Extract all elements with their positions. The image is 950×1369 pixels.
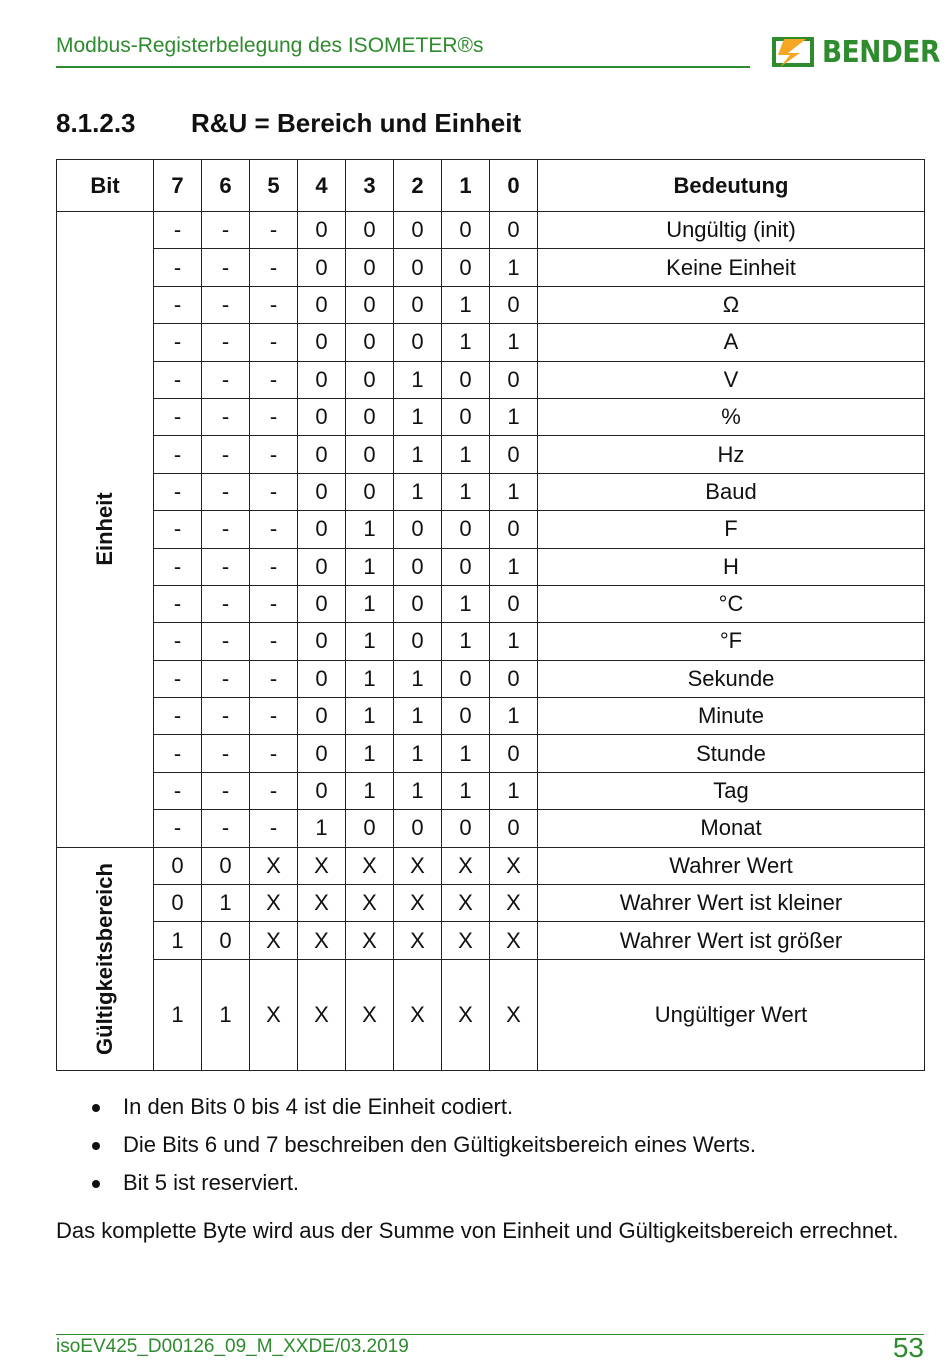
footer-rule bbox=[56, 1334, 924, 1335]
bit-cell: - bbox=[250, 623, 298, 660]
bit-cell: 1 bbox=[490, 324, 538, 361]
bit-cell: - bbox=[154, 772, 202, 809]
bit-cell: 0 bbox=[442, 511, 490, 548]
bit-cell: - bbox=[154, 249, 202, 286]
bit-cell: X bbox=[298, 885, 346, 922]
bit-cell: 0 bbox=[394, 249, 442, 286]
meaning-cell: V bbox=[538, 361, 925, 398]
bit-cell: 1 bbox=[346, 585, 394, 622]
bit-cell: - bbox=[202, 772, 250, 809]
header-bit-3: 3 bbox=[346, 160, 394, 212]
group-cell bbox=[57, 212, 154, 848]
meaning-cell: A bbox=[538, 324, 925, 361]
section-title: R&U = Bereich und Einheit bbox=[191, 108, 522, 138]
bit-cell: - bbox=[154, 810, 202, 847]
bit-cell: 0 bbox=[442, 548, 490, 585]
bit-cell: - bbox=[250, 585, 298, 622]
table-body bbox=[57, 212, 925, 1071]
bit-cell: X bbox=[490, 959, 538, 1070]
table-row bbox=[57, 324, 925, 361]
bullet-list bbox=[56, 1092, 756, 1206]
bit-cell: 1 bbox=[346, 511, 394, 548]
bit-cell: 1 bbox=[298, 810, 346, 847]
bit-cell: 0 bbox=[346, 473, 394, 510]
table-row bbox=[57, 660, 925, 697]
bit-cell: X bbox=[250, 847, 298, 884]
group-cell bbox=[57, 847, 154, 1070]
bit-cell: 1 bbox=[394, 772, 442, 809]
bit-cell: X bbox=[442, 959, 490, 1070]
header-bit-1: 1 bbox=[442, 160, 490, 212]
header-bit: Bit bbox=[57, 160, 154, 212]
bit-cell: - bbox=[202, 212, 250, 249]
bit-cell: - bbox=[250, 324, 298, 361]
bit-cell: - bbox=[154, 548, 202, 585]
meaning-cell: Sekunde bbox=[538, 660, 925, 697]
meaning-cell: Tag bbox=[538, 772, 925, 809]
meaning-cell: Wahrer Wert ist größer bbox=[538, 922, 925, 959]
bit-cell: - bbox=[250, 810, 298, 847]
bit-cell: X bbox=[346, 922, 394, 959]
bit-cell: 0 bbox=[298, 735, 346, 772]
meaning-cell: Wahrer Wert bbox=[538, 847, 925, 884]
bit-cell: 0 bbox=[394, 286, 442, 323]
bit-cell: 1 bbox=[394, 361, 442, 398]
bit-cell: - bbox=[202, 324, 250, 361]
table-row bbox=[57, 922, 925, 959]
bit-cell: - bbox=[202, 249, 250, 286]
bit-cell: 1 bbox=[442, 735, 490, 772]
list-item-text: In den Bits 0 bis 4 ist die Einheit codiert. bbox=[123, 1094, 514, 1119]
bit-cell: X bbox=[298, 922, 346, 959]
table-row bbox=[57, 847, 925, 884]
meaning-cell: F bbox=[538, 511, 925, 548]
paragraph: Das komplette Byte wird aus der Summe von Einheit und Gültigkeitsbereich errechnet. bbox=[56, 1218, 899, 1243]
page-number: 53 bbox=[892, 1332, 924, 1363]
table-row bbox=[57, 548, 925, 585]
bit-cell: - bbox=[154, 735, 202, 772]
bit-cell: X bbox=[346, 847, 394, 884]
meaning-cell: °C bbox=[538, 585, 925, 622]
register-table bbox=[56, 159, 925, 1071]
meaning-cell: Ω bbox=[538, 286, 925, 323]
bit-cell: 0 bbox=[154, 885, 202, 922]
table-row bbox=[57, 511, 925, 548]
bit-cell: 0 bbox=[490, 286, 538, 323]
bit-cell: 1 bbox=[154, 922, 202, 959]
bit-cell: - bbox=[250, 772, 298, 809]
bit-cell: - bbox=[250, 548, 298, 585]
bit-cell: 1 bbox=[490, 772, 538, 809]
bit-cell: - bbox=[202, 473, 250, 510]
bit-cell: - bbox=[250, 660, 298, 697]
table-row bbox=[57, 623, 925, 660]
bit-cell: 0 bbox=[346, 212, 394, 249]
section-heading bbox=[56, 108, 521, 139]
bit-cell: 1 bbox=[394, 698, 442, 735]
bit-cell: 1 bbox=[346, 623, 394, 660]
bit-cell: 0 bbox=[298, 436, 346, 473]
bit-cell: 1 bbox=[346, 698, 394, 735]
bit-cell: 0 bbox=[298, 585, 346, 622]
header-bit-5: 5 bbox=[250, 160, 298, 212]
header-title: Modbus-Registerbelegung des ISOMETER®s bbox=[56, 34, 484, 57]
bit-cell: - bbox=[202, 436, 250, 473]
bit-cell: 1 bbox=[154, 959, 202, 1070]
logo-text: BENDER bbox=[822, 34, 940, 70]
bit-cell: 1 bbox=[394, 436, 442, 473]
list-item bbox=[56, 1092, 756, 1130]
table-row bbox=[57, 885, 925, 922]
table-row bbox=[57, 398, 925, 435]
bit-cell: - bbox=[250, 436, 298, 473]
bit-cell: 0 bbox=[346, 249, 394, 286]
header-meaning: Bedeutung bbox=[538, 160, 925, 212]
bit-cell: - bbox=[250, 473, 298, 510]
meaning-cell: Wahrer Wert ist kleiner bbox=[538, 885, 925, 922]
meaning-cell: Hz bbox=[538, 436, 925, 473]
bit-cell: X bbox=[442, 847, 490, 884]
meaning-cell: % bbox=[538, 398, 925, 435]
bit-cell: - bbox=[202, 511, 250, 548]
bit-cell: 0 bbox=[298, 511, 346, 548]
bit-cell: 0 bbox=[490, 511, 538, 548]
bit-cell: 1 bbox=[442, 772, 490, 809]
bit-cell: 0 bbox=[490, 585, 538, 622]
bit-cell: - bbox=[154, 473, 202, 510]
bit-cell: 1 bbox=[442, 585, 490, 622]
bit-cell: 1 bbox=[442, 324, 490, 361]
bit-cell: - bbox=[250, 361, 298, 398]
bit-cell: X bbox=[394, 959, 442, 1070]
table-row bbox=[57, 585, 925, 622]
table-row bbox=[57, 361, 925, 398]
bit-cell: - bbox=[154, 361, 202, 398]
section-number: 8.1.2.3 bbox=[56, 108, 136, 138]
table-header-row bbox=[57, 160, 925, 212]
bit-cell: - bbox=[154, 585, 202, 622]
bit-cell: 0 bbox=[442, 810, 490, 847]
bit-cell: X bbox=[250, 922, 298, 959]
bit-cell: X bbox=[442, 922, 490, 959]
bit-cell: - bbox=[250, 735, 298, 772]
bit-cell: 0 bbox=[346, 324, 394, 361]
header-bit-0: 0 bbox=[490, 160, 538, 212]
bit-cell: X bbox=[346, 959, 394, 1070]
bit-cell: X bbox=[442, 885, 490, 922]
bullet-dot-icon bbox=[92, 1104, 100, 1112]
bit-cell: 0 bbox=[298, 249, 346, 286]
bit-cell: 0 bbox=[490, 436, 538, 473]
meaning-cell: °F bbox=[538, 623, 925, 660]
bit-cell: - bbox=[154, 436, 202, 473]
bit-cell: - bbox=[154, 324, 202, 361]
bit-cell: 0 bbox=[298, 473, 346, 510]
bit-cell: - bbox=[154, 623, 202, 660]
bit-cell: 1 bbox=[202, 885, 250, 922]
bit-cell: 0 bbox=[394, 511, 442, 548]
list-item bbox=[56, 1168, 756, 1206]
page-header bbox=[56, 30, 750, 68]
bit-cell: - bbox=[250, 511, 298, 548]
bit-cell: 0 bbox=[346, 436, 394, 473]
bit-cell: X bbox=[490, 922, 538, 959]
bit-cell: 0 bbox=[394, 212, 442, 249]
meaning-cell: Stunde bbox=[538, 735, 925, 772]
bit-cell: 0 bbox=[490, 735, 538, 772]
meaning-cell: Minute bbox=[538, 698, 925, 735]
bit-cell: - bbox=[154, 398, 202, 435]
bullet-dot-icon bbox=[92, 1142, 100, 1150]
bit-cell: - bbox=[154, 212, 202, 249]
bit-cell: X bbox=[346, 885, 394, 922]
bit-cell: - bbox=[202, 585, 250, 622]
bit-cell: 0 bbox=[394, 548, 442, 585]
bit-cell: X bbox=[394, 847, 442, 884]
group-label: Einheit bbox=[92, 492, 117, 566]
bit-cell: - bbox=[202, 286, 250, 323]
bit-cell: 0 bbox=[298, 548, 346, 585]
bit-cell: 1 bbox=[346, 735, 394, 772]
bit-cell: X bbox=[250, 959, 298, 1070]
header-bit-7: 7 bbox=[154, 160, 202, 212]
bit-cell: 0 bbox=[490, 660, 538, 697]
bit-cell: 0 bbox=[298, 324, 346, 361]
table-row bbox=[57, 473, 925, 510]
bit-cell: 1 bbox=[394, 398, 442, 435]
bit-cell: 1 bbox=[394, 473, 442, 510]
bit-cell: 0 bbox=[202, 847, 250, 884]
bit-cell: 0 bbox=[298, 623, 346, 660]
footer-doc-id: isoEV425_D00126_09_M_XXDE/03.2019 bbox=[56, 1336, 409, 1357]
bit-cell: 0 bbox=[298, 286, 346, 323]
bit-cell: 0 bbox=[154, 847, 202, 884]
bit-cell: 0 bbox=[442, 660, 490, 697]
table-row bbox=[57, 959, 925, 1070]
bit-cell: 0 bbox=[442, 249, 490, 286]
bit-cell: X bbox=[298, 847, 346, 884]
table-row bbox=[57, 772, 925, 809]
bit-cell: 1 bbox=[442, 286, 490, 323]
table-row bbox=[57, 249, 925, 286]
bit-cell: 1 bbox=[490, 548, 538, 585]
list-item-text: Die Bits 6 und 7 beschreiben den Gültigkeitsbereich eines Werts. bbox=[123, 1132, 757, 1157]
meaning-cell: Baud bbox=[538, 473, 925, 510]
bit-cell: 1 bbox=[442, 473, 490, 510]
bit-cell: - bbox=[250, 286, 298, 323]
bit-cell: 1 bbox=[442, 623, 490, 660]
bit-cell: - bbox=[202, 660, 250, 697]
bit-cell: 1 bbox=[346, 660, 394, 697]
bit-cell: - bbox=[250, 698, 298, 735]
bit-cell: 1 bbox=[490, 623, 538, 660]
bit-cell: - bbox=[202, 623, 250, 660]
table-row bbox=[57, 735, 925, 772]
list-item bbox=[56, 1130, 756, 1168]
bit-cell: 0 bbox=[394, 585, 442, 622]
header-bit-6: 6 bbox=[202, 160, 250, 212]
bit-cell: 0 bbox=[346, 286, 394, 323]
bit-cell: 0 bbox=[442, 398, 490, 435]
bender-logo-icon bbox=[770, 35, 816, 69]
bit-cell: X bbox=[250, 885, 298, 922]
bit-cell: 0 bbox=[442, 698, 490, 735]
table-row bbox=[57, 810, 925, 847]
bit-cell: 0 bbox=[394, 810, 442, 847]
bit-cell: 0 bbox=[298, 698, 346, 735]
bit-cell: 1 bbox=[394, 660, 442, 697]
bit-cell: - bbox=[154, 511, 202, 548]
table-row bbox=[57, 286, 925, 323]
meaning-cell: Ungültiger Wert bbox=[538, 959, 925, 1070]
bit-cell: 0 bbox=[490, 361, 538, 398]
header-bit-2: 2 bbox=[394, 160, 442, 212]
bit-cell: 0 bbox=[298, 660, 346, 697]
bit-cell: - bbox=[250, 249, 298, 286]
header-bit-4: 4 bbox=[298, 160, 346, 212]
bit-cell: 0 bbox=[394, 324, 442, 361]
bit-cell: X bbox=[490, 885, 538, 922]
bit-cell: 1 bbox=[490, 398, 538, 435]
bit-cell: - bbox=[250, 212, 298, 249]
bit-cell: - bbox=[154, 286, 202, 323]
meaning-cell: H bbox=[538, 548, 925, 585]
bit-cell: - bbox=[202, 361, 250, 398]
bit-cell: 0 bbox=[490, 212, 538, 249]
bit-cell: 0 bbox=[298, 398, 346, 435]
bit-cell: - bbox=[202, 810, 250, 847]
bit-cell: 0 bbox=[490, 810, 538, 847]
bit-cell: 0 bbox=[346, 810, 394, 847]
table-row bbox=[57, 436, 925, 473]
bit-cell: - bbox=[250, 398, 298, 435]
bender-logo bbox=[770, 34, 950, 70]
bit-cell: 0 bbox=[202, 922, 250, 959]
group-label: Gültigkeitsbereich bbox=[92, 862, 117, 1055]
bit-cell: X bbox=[394, 885, 442, 922]
bit-cell: - bbox=[202, 548, 250, 585]
meaning-cell: Ungültig (init) bbox=[538, 212, 925, 249]
bit-cell: 0 bbox=[442, 212, 490, 249]
table-row bbox=[57, 212, 925, 249]
bit-cell: 1 bbox=[346, 772, 394, 809]
bit-cell: - bbox=[202, 698, 250, 735]
bit-cell: 0 bbox=[346, 361, 394, 398]
bit-cell: 0 bbox=[298, 212, 346, 249]
meaning-cell: Keine Einheit bbox=[538, 249, 925, 286]
bit-cell: X bbox=[394, 922, 442, 959]
bit-cell: 1 bbox=[394, 735, 442, 772]
bit-cell: 0 bbox=[346, 398, 394, 435]
bit-cell: 1 bbox=[490, 473, 538, 510]
bit-cell: - bbox=[154, 698, 202, 735]
bit-cell: 0 bbox=[298, 772, 346, 809]
bit-cell: X bbox=[490, 847, 538, 884]
bit-cell: 1 bbox=[490, 249, 538, 286]
bit-cell: 1 bbox=[346, 548, 394, 585]
bit-cell: - bbox=[202, 735, 250, 772]
bit-cell: 1 bbox=[490, 698, 538, 735]
bit-cell: 1 bbox=[202, 959, 250, 1070]
bit-cell: - bbox=[202, 398, 250, 435]
bit-cell: 1 bbox=[442, 436, 490, 473]
list-item-text: Bit 5 ist reserviert. bbox=[123, 1170, 300, 1195]
table-row bbox=[57, 698, 925, 735]
bit-cell: - bbox=[154, 660, 202, 697]
bullet-dot-icon bbox=[92, 1180, 100, 1188]
meaning-cell: Monat bbox=[538, 810, 925, 847]
bit-cell: 0 bbox=[298, 361, 346, 398]
bit-cell: X bbox=[298, 959, 346, 1070]
bit-cell: 0 bbox=[394, 623, 442, 660]
bit-cell: 0 bbox=[442, 361, 490, 398]
